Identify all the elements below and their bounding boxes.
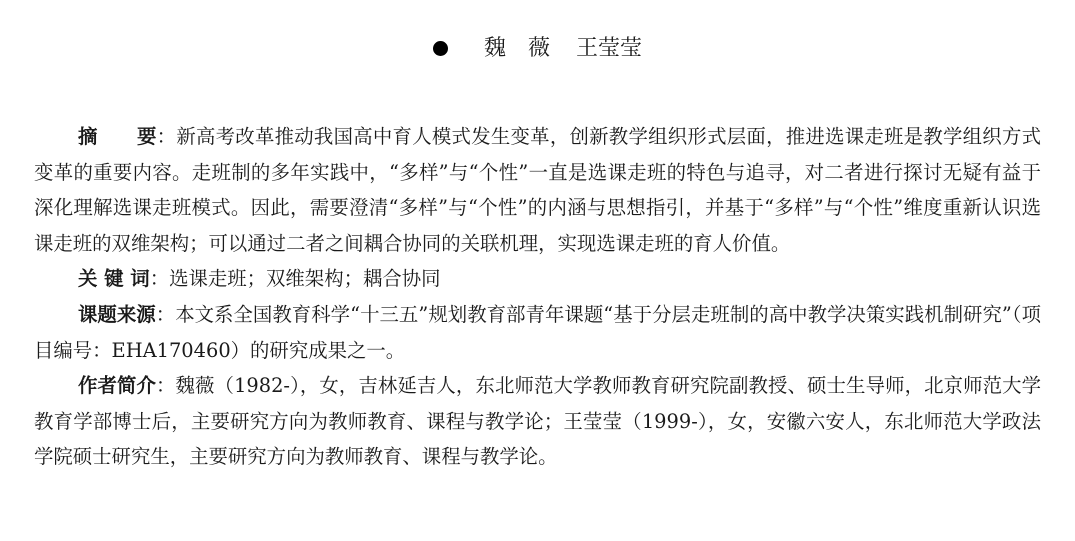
front-matter xyxy=(34,119,1041,475)
abstract-colon: ： xyxy=(156,125,177,148)
keywords-paragraph xyxy=(34,261,1041,297)
abstract-text: 新高考改革推动我国高中育人模式发生变革，创新教学组织形式层面，推进选课走班是教学组织方式变革的重要内容。走班制的多年实践中，“多样”与“个性”一直是选课走班的特色与追寻，对二者进行探讨无疑有益于深化理解选课走班模式。因此，需要澄清“多样”与“个性”的内涵与思想指引，并基于“多样”与“个性”维度重新认识选课走班的双维架构；可以通过二者之间耦合协同的关联机理，实现选课走班的育人价值。 xyxy=(34,125,1042,255)
bio-label: 作者简介 xyxy=(78,374,157,398)
bio-text: 魏薇（1982-），女，吉林延吉人，东北师范大学教师教育研究院副教授、硕士生导师，北京师范大学教育学部博士后，主要研究方向为教师教育、课程与教学论；王莹莹（1999-），女，安徽六安人，东北师范大学政法学院硕士研究生，主要研究方向为教师教育、课程与教学论。 xyxy=(34,374,1042,469)
bio-colon: ： xyxy=(156,374,176,398)
keywords-label: 关 键 词 xyxy=(78,267,150,291)
bio-paragraph xyxy=(34,368,1041,475)
keywords-colon: ： xyxy=(149,267,170,291)
funding-label: 课题来源 xyxy=(78,302,156,326)
author-name-2: 王莹莹 xyxy=(576,36,643,61)
funding-colon: ： xyxy=(155,302,176,326)
bullet-icon xyxy=(433,41,448,56)
keywords-text: 选课走班；双维架构；耦合协同 xyxy=(169,267,441,291)
author-name-1: 魏 薇 xyxy=(483,36,550,61)
author-line xyxy=(0,34,1075,64)
abstract-label: 摘 要 xyxy=(78,125,157,148)
funding-paragraph xyxy=(34,297,1041,368)
abstract-paragraph xyxy=(34,119,1041,261)
funding-text: 本文系全国教育科学“十三五”规划教育部青年课题“基于分层走班制的高中教学决策实践机制研究”（项目编号：EHA170460）的研究成果之一。 xyxy=(34,302,1042,362)
